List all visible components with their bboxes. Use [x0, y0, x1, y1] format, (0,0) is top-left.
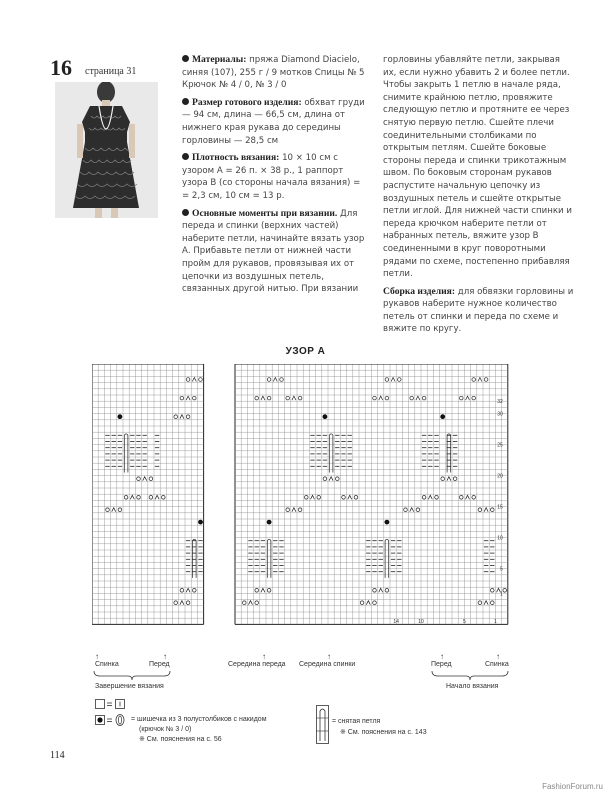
- decrease-symbol: [130, 495, 134, 499]
- decrease-symbol: [484, 601, 488, 605]
- decrease-symbol: [261, 396, 265, 400]
- yarn-over-symbol: [435, 496, 439, 500]
- assembly-text: для обвязки горловины и рукавов наберите нужное количество петель от спинки и переда по схеме и вяжите по кругу.: [383, 286, 574, 335]
- decrease-symbol: [192, 378, 196, 382]
- yarn-over-symbol: [106, 508, 110, 512]
- label-front-center: Середина переда: [228, 661, 286, 668]
- materials-text: пряжа Diamond Diacielo, синяя (107), 255 г / 9 мотков Спицы № 5 Крючок № 4 / 0, № 3 / 0: [182, 55, 365, 91]
- yarn-over-symbol: [305, 496, 309, 500]
- yarn-over-symbol: [416, 508, 420, 512]
- decrease-symbol: [112, 508, 116, 512]
- knitting-chart: [92, 364, 516, 642]
- decrease-symbol: [366, 601, 370, 605]
- decrease-symbol: [466, 396, 470, 400]
- bobble-symbol: [385, 520, 390, 525]
- dress-illustration: [55, 82, 158, 218]
- yarn-over-symbol: [174, 601, 178, 605]
- bobble-symbol: [118, 414, 123, 419]
- arrow-up-icon: ↑: [440, 652, 444, 661]
- yarn-over-symbol: [323, 477, 327, 481]
- yarn-over-symbol: [453, 477, 457, 481]
- yarn-over-symbol: [298, 508, 302, 512]
- decrease-symbol: [292, 396, 296, 400]
- yarn-over-symbol: [186, 601, 190, 605]
- label-front-right: Перед: [431, 661, 452, 668]
- slip-stitch-symbol: [385, 539, 389, 578]
- legend-slip-ref: ※ См. пояснения на с. 143: [340, 729, 427, 736]
- bobble-symbol: [267, 520, 272, 525]
- size-section: [182, 97, 370, 147]
- page-reference: страница 31: [85, 66, 137, 77]
- yarn-over-symbol: [267, 396, 271, 400]
- main-points-text: Для переда и спинки (верхних частей) наберите петли, начинайте вязать узор А. Прибавьте петли от нижней части пройм для рукавов, провязывая их от цепочки из воздушных петель, связанных другой нитью. При вязании: [182, 208, 365, 295]
- decrease-symbol: [410, 508, 414, 512]
- yarn-over-symbol: [298, 396, 302, 400]
- materials-heading: Материалы:: [192, 54, 247, 65]
- decrease-symbol: [391, 378, 395, 382]
- row-number: 32: [497, 399, 503, 406]
- yarn-over-symbol: [373, 589, 377, 593]
- decrease-symbol: [186, 588, 190, 592]
- arrow-up-icon: ↑: [262, 652, 266, 661]
- chart-title: УЗОР А: [285, 346, 326, 357]
- decrease-symbol: [466, 495, 470, 499]
- yarn-over-symbol: [267, 378, 271, 382]
- label-back-center: Середина спинки: [299, 661, 356, 668]
- yarn-over-symbol: [280, 378, 284, 382]
- decrease-symbol: [329, 477, 333, 481]
- decrease-symbol: [416, 396, 420, 400]
- decrease-symbol: [155, 495, 159, 499]
- bobble-symbol: [323, 414, 328, 419]
- yarn-over-symbol: [422, 496, 426, 500]
- assembly-heading: Сборка изделия:: [383, 285, 456, 297]
- row-number: 30: [497, 411, 503, 418]
- materials-section: [182, 54, 370, 92]
- decrease-symbol: [428, 495, 432, 499]
- yarn-over-symbol: [286, 508, 290, 512]
- bullet-icon: [182, 209, 189, 216]
- decrease-symbol: [273, 378, 277, 382]
- yarn-over-symbol: [336, 477, 340, 481]
- yarn-over-symbol: [199, 378, 203, 382]
- yarn-over-symbol: [149, 496, 153, 500]
- yarn-over-symbol: [255, 396, 259, 400]
- slip-stitch-symbol: [124, 434, 128, 473]
- gauge-section: [182, 152, 370, 202]
- legend-bobble-hook: (крючок № 3 / 0): [139, 726, 192, 733]
- yarn-over-symbol: [478, 601, 482, 605]
- yarn-over-symbol: [286, 396, 290, 400]
- bullet-icon: [182, 153, 189, 160]
- gauge-text: 10 × 10 см с узором А = 26 п. × 38 р., 1 раппорт узора В (со стороны начала вязания) = = 2,3 см, 10 см = 13 р.: [182, 153, 361, 201]
- yarn-over-symbol: [472, 396, 476, 400]
- yarn-over-symbol: [186, 415, 190, 419]
- decrease-symbol: [249, 601, 253, 605]
- start-bracket: [430, 670, 510, 682]
- yarn-over-symbol: [180, 589, 184, 593]
- main-points-heading: Основные моменты при вязании.: [192, 207, 338, 219]
- yarn-over-symbol: [398, 378, 402, 382]
- stitch-number: 10: [418, 618, 424, 625]
- stitch-number: 1: [494, 618, 497, 625]
- decrease-symbol: [379, 588, 383, 592]
- yarn-over-symbol: [385, 378, 389, 382]
- yarn-over-symbol: [373, 601, 377, 605]
- decrease-symbol: [180, 601, 184, 605]
- instructions-column-1: [182, 54, 370, 301]
- yarn-over-symbol: [137, 477, 141, 481]
- slip-stitch-symbol: [329, 434, 333, 473]
- decrease-symbol: [311, 495, 315, 499]
- page-number: 114: [50, 750, 65, 761]
- yarn-over-symbol: [193, 589, 197, 593]
- row-number: 1: [500, 591, 503, 598]
- decrease-symbol: [379, 396, 383, 400]
- watermark: FashionForum.ru: [542, 782, 603, 791]
- yarn-over-symbol: [180, 396, 184, 400]
- stitch-number: 5: [463, 618, 466, 625]
- decrease-symbol: [180, 415, 184, 419]
- yarn-over-symbol: [441, 477, 445, 481]
- yarn-over-symbol: [137, 496, 141, 500]
- yarn-over-symbol: [410, 396, 414, 400]
- pattern-number: 16: [50, 55, 72, 80]
- yarn-over-symbol: [385, 396, 389, 400]
- yarn-over-symbol: [162, 496, 166, 500]
- arrow-up-icon: ↑: [95, 652, 99, 661]
- assembly-section: [383, 286, 575, 336]
- main-points-section: [182, 208, 370, 296]
- label-front-left: Перед: [149, 661, 170, 668]
- yarn-over-symbol: [460, 396, 464, 400]
- main-points-text-continued: горловины убавляйте петли, закрывая их, если нужно убавить 2 и более петли. Чтобы закрыть 1 петлю в начале ряда, снимите крайнюю петлю, провяжите следующую петлю и протяните ее через снятую первую петлю. Сшейте плечи соединительными столбиками по открытым петлям. Сшейте боковые стороны переда и спинки трикотажным швом. По боковым сторонам рукавов распустите начальную цепочку из воздушных петель и сшейте открытые петли иглой. Для нижней части спинки и переда крючком наберите петли от набранных петель, вяжите узор В соединенными в круг поворотными рядами по схеме, постепенно прибавляя петли.: [383, 55, 572, 280]
- row-number: 5: [500, 566, 503, 573]
- yarn-over-symbol: [267, 589, 271, 593]
- yarn-over-symbol: [124, 496, 128, 500]
- yarn-over-symbol: [255, 589, 259, 593]
- yarn-over-symbol: [472, 496, 476, 500]
- size-text: обхват груди — 94 см, длина — 66,5 см, длина от нижнего края рукава до середины горловины — 28,5 см: [182, 97, 365, 146]
- gauge-heading: Плотность вязания:: [192, 152, 280, 164]
- yarn-over-symbol: [360, 601, 364, 605]
- yarn-over-symbol: [491, 601, 495, 605]
- yarn-over-symbol: [317, 496, 321, 500]
- arrow-up-icon: ↑: [496, 652, 500, 661]
- yarn-over-symbol: [404, 508, 408, 512]
- legend-bobble-text: = шишечка из 3 полустолбиков с накидом: [131, 716, 267, 723]
- row-number: 15: [497, 504, 503, 511]
- arrow-up-icon: ↑: [327, 652, 331, 661]
- bullet-icon: [182, 98, 189, 105]
- yarn-over-symbol: [342, 496, 346, 500]
- size-heading: Размер готового изделия:: [192, 96, 302, 108]
- yarn-over-symbol: [354, 496, 358, 500]
- label-start: Начало вязания: [446, 683, 499, 690]
- row-number: 25: [497, 442, 503, 449]
- yarn-over-symbol: [174, 415, 178, 419]
- slip-stitch-symbol: [267, 539, 271, 578]
- yarn-over-symbol: [255, 601, 259, 605]
- yarn-over-symbol: [243, 601, 247, 605]
- decrease-symbol: [261, 588, 265, 592]
- label-back-left: Спинка: [95, 661, 119, 668]
- yarn-over-symbol: [460, 496, 464, 500]
- stitch-number: 14: [393, 618, 399, 625]
- row-number: 20: [497, 473, 503, 480]
- yarn-over-symbol: [118, 508, 122, 512]
- main-points-continued: [383, 54, 575, 281]
- yarn-over-symbol: [478, 508, 482, 512]
- yarn-over-symbol: [149, 477, 153, 481]
- label-finish: Завершение вязания: [95, 683, 164, 690]
- dress-photo: [55, 82, 158, 218]
- decrease-symbol: [186, 396, 190, 400]
- arrow-up-icon: ↑: [163, 652, 167, 661]
- bobble-icon: [95, 714, 129, 726]
- yarn-over-symbol: [491, 589, 495, 593]
- legend-slip-text: = снятая петля: [332, 718, 381, 725]
- bobble-symbol: [440, 414, 445, 419]
- legend-bobble-ref: ※ См. пояснения на с. 56: [139, 736, 222, 743]
- decrease-symbol: [143, 477, 147, 481]
- yarn-over-symbol: [385, 589, 389, 593]
- yarn-over-symbol: [472, 378, 476, 382]
- yarn-over-symbol: [186, 378, 190, 382]
- yarn-over-symbol: [503, 589, 507, 593]
- label-back-right: Спинка: [485, 661, 509, 668]
- yarn-over-symbol: [373, 396, 377, 400]
- bullet-icon: [182, 55, 189, 62]
- bobble-symbol: [198, 520, 203, 525]
- empty-cell-icon: [95, 699, 131, 709]
- instructions-column-2: [383, 54, 575, 341]
- yarn-over-symbol: [484, 378, 488, 382]
- decrease-symbol: [292, 508, 296, 512]
- decrease-symbol: [484, 508, 488, 512]
- yarn-over-symbol: [193, 396, 197, 400]
- decrease-symbol: [348, 495, 352, 499]
- yarn-over-symbol: [491, 508, 495, 512]
- decrease-symbol: [447, 477, 451, 481]
- finish-bracket: [92, 670, 172, 682]
- row-number: 10: [497, 535, 503, 542]
- chart-grid-block: [235, 364, 508, 624]
- decrease-symbol: [478, 378, 482, 382]
- yarn-over-symbol: [422, 396, 426, 400]
- chart-grid-block: [92, 364, 204, 624]
